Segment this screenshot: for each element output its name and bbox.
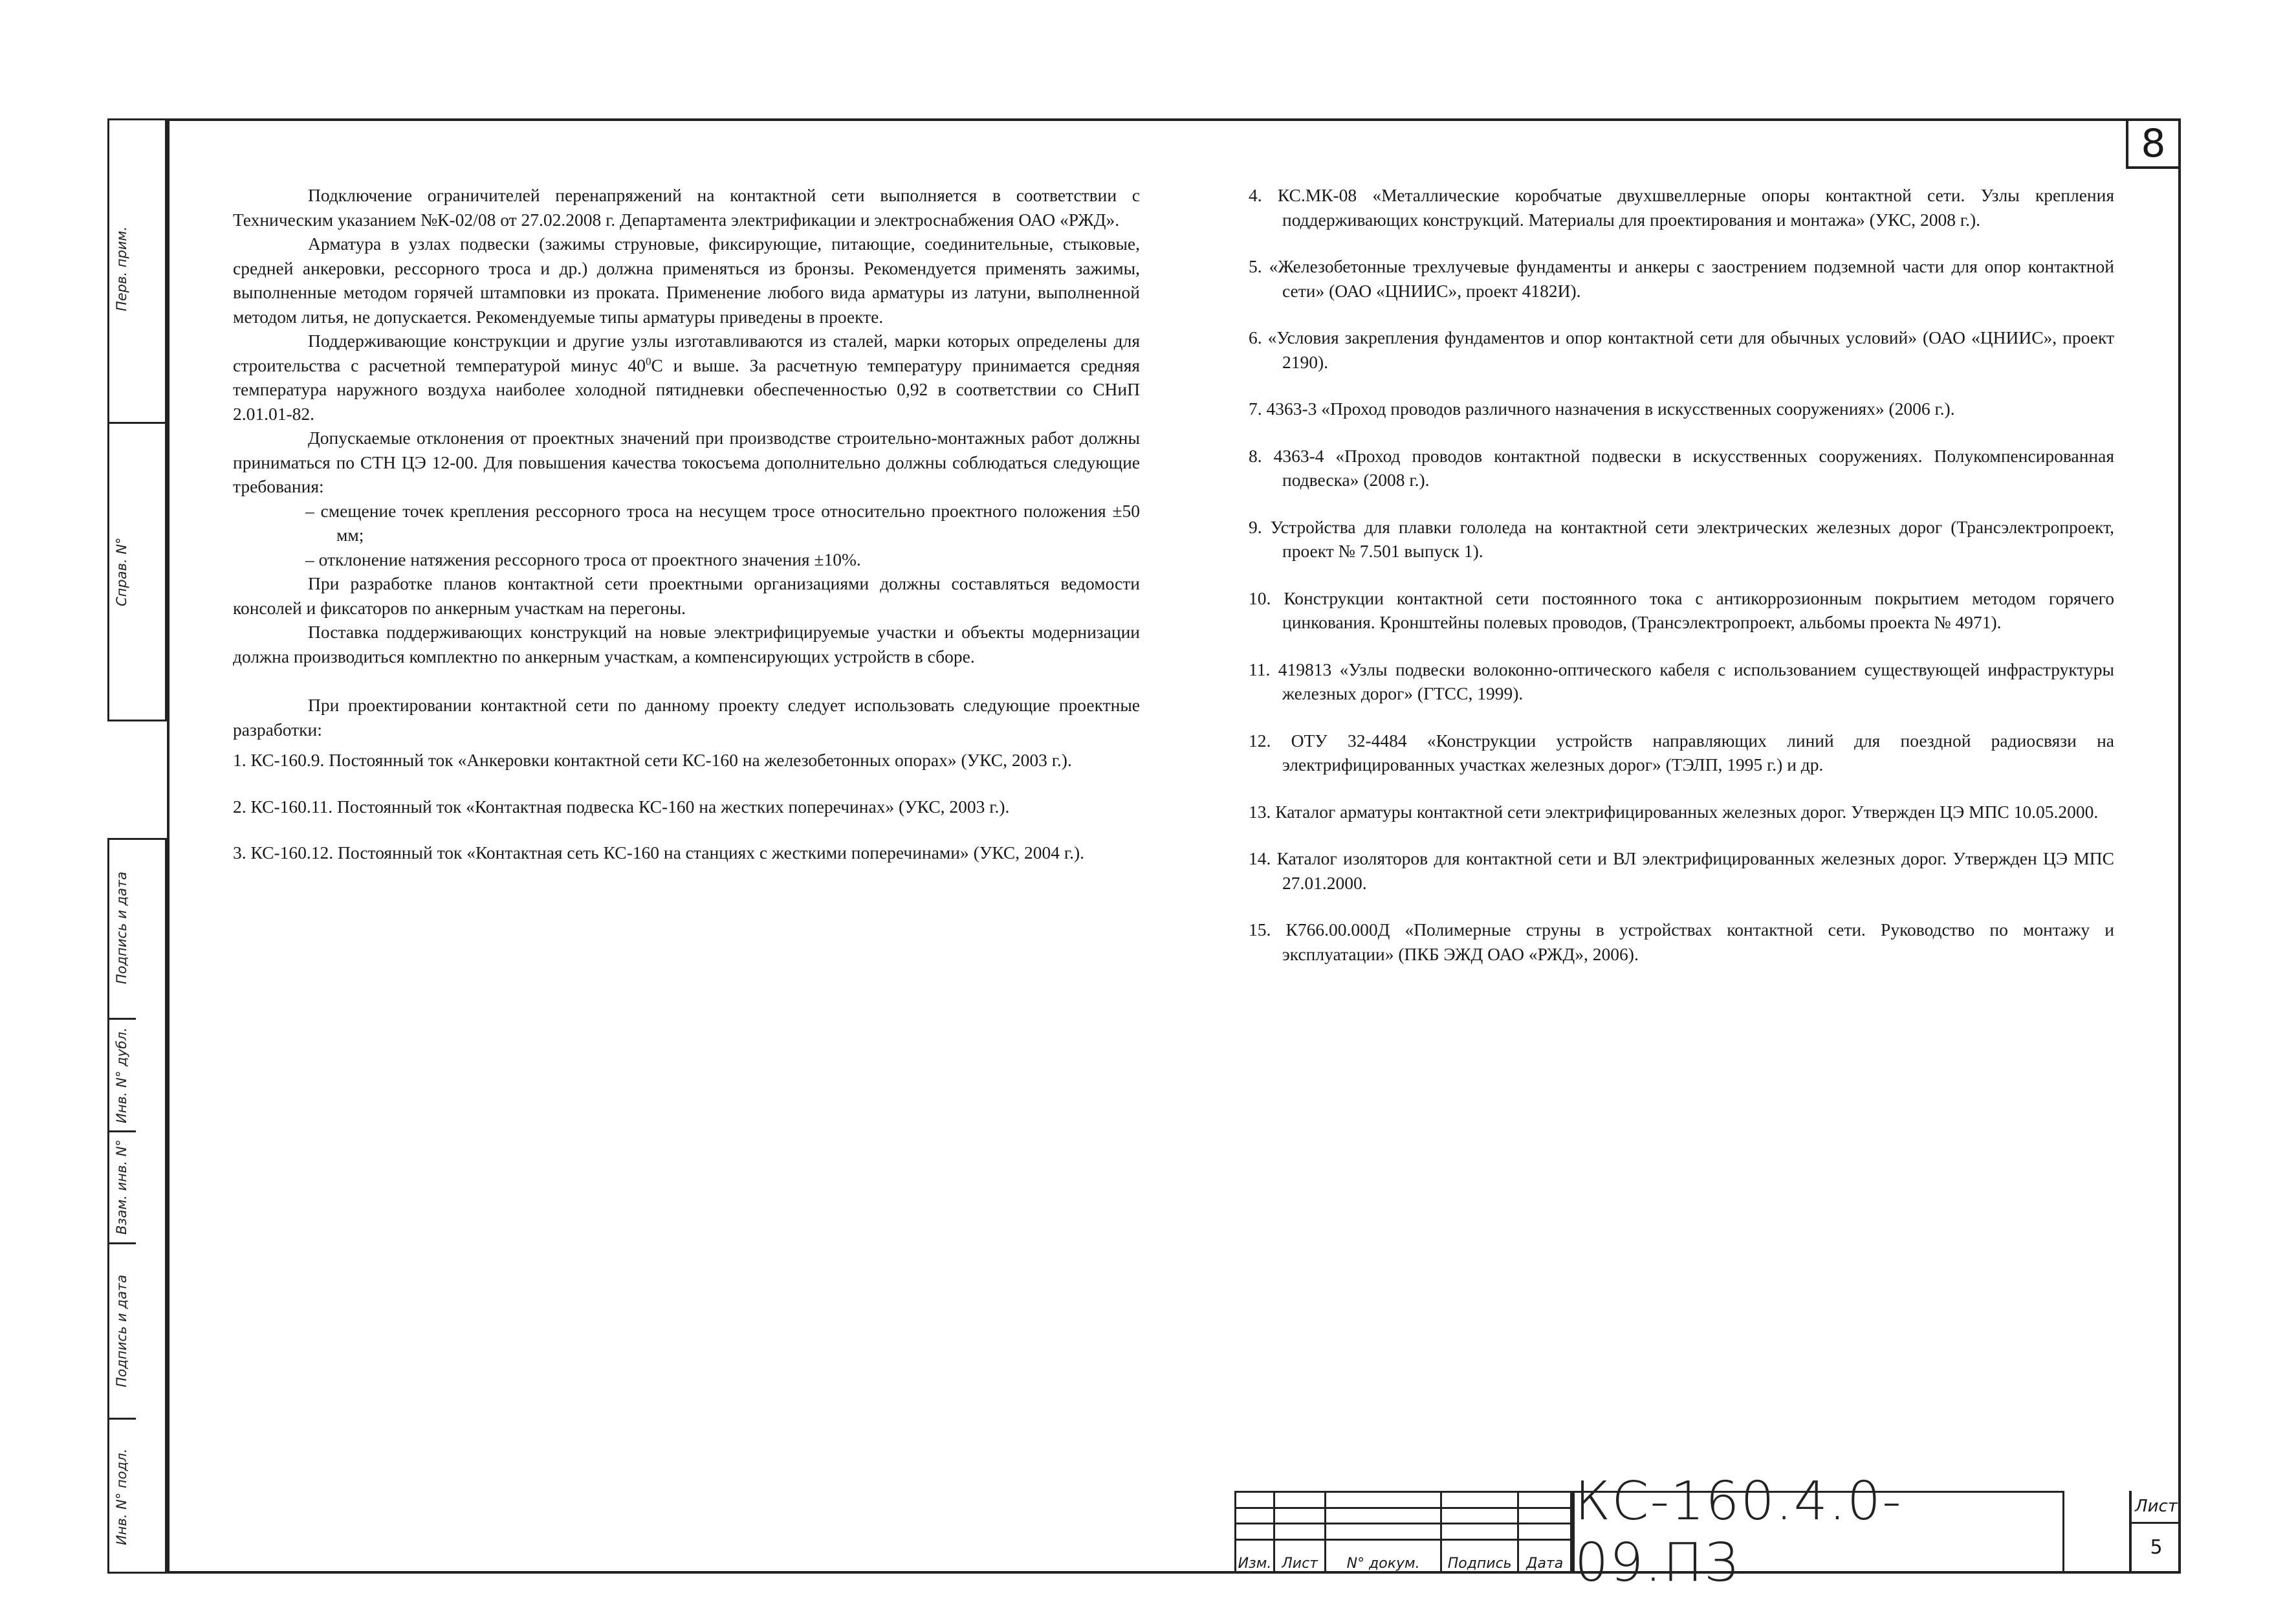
sheet-number-box: 8 — [2126, 118, 2181, 169]
list-item: 2. КС-160.11. Постоянный ток «Контактная подвеска КС-160 на жестких поперечинах» (УКС, 2003 г.). — [233, 796, 1010, 817]
strip-label-inv-dubl: Инв. N° дубл. — [114, 1027, 129, 1123]
header-data: Дата — [1518, 1539, 1571, 1572]
strip-label-vzam-inv: Взам. инв. N° — [114, 1139, 129, 1235]
paragraph-text: Поддерживающие конструкции и другие узлы изготавливаются из сталей, марки которых определены для строительства с расчетной температурой минус 40 — [233, 331, 1140, 375]
sheet-cell — [2129, 1491, 2181, 1574]
paragraph: При проектировании контактной сети по данному проекту следует использовать следующие проектные разработки: — [233, 695, 1140, 740]
list-item: 13. Каталог арматуры контактной сети электрифицированных железных дорог. Утвержден ЦЭ МПС 10.05.2000. — [1249, 801, 2099, 822]
header-n-dokum: N° докум. — [1326, 1539, 1441, 1572]
list-item: 14. Каталог изоляторов для контактной сети и ВЛ электрифицированных железных дорог. Утвержден ЦЭ МПС 27.01.2000. — [1249, 848, 2114, 893]
header-podpis: Подпись — [1441, 1539, 1518, 1572]
requirement-item: – отклонение натяжения рессорного троса от проектного значения ±10%. — [305, 549, 861, 569]
strip-label-podpis-1: Подпись и дата — [114, 872, 129, 984]
list-item: 6. «Условия закрепления фундаментов и опор контактной сети для обычных условий» (ОАО «ЦНИИС», проект 2190). — [1249, 327, 2114, 372]
sheet-label: Лист — [2132, 1491, 2181, 1524]
document-code: КС-160.4.0-09.ПЗ — [1572, 1491, 2064, 1574]
title-block — [1234, 1471, 2181, 1594]
requirement-item: – смещение точек крепления рессорного троса на несущем тросе относительно проектного положения ±50 мм; — [305, 500, 1140, 545]
list-item: 4. КС.МК-08 «Металлические коробчатые двухшвеллерные опоры контактной сети. Узлы крепления поддерживающих конструкций. Материалы для проектирования и монтажа» (УКС, 2008 г.). — [1249, 185, 2114, 230]
superscript: 0 — [646, 355, 651, 368]
revision-table — [1234, 1491, 1572, 1574]
right-text-column — [1249, 183, 2114, 989]
header-izm: Изм. — [1236, 1539, 1274, 1572]
list-item: 9. Устройства для плавки гололеда на контактной сети электрических железных дорог (Трансэлектропроект, проект № 7.501 выпуск 1). — [1249, 516, 2114, 561]
strip-lower-blank — [136, 838, 167, 1574]
strip-upper-blank — [136, 118, 167, 721]
list-item: 15. К766.00.000Д «Полимерные струны в устройствах контактной сети. Руководство по монтажу и эксплуатации» (ПКБ ЭЖД ОАО «РЖД», 2006). — [1249, 919, 2114, 964]
paragraph-text: С и выше. За расчетную температуру принимается средняя температура наружного воздуха наиболее холодной пятидневки обеспеченностью 0,92 в соответствии со СНиП 2.01.01-82. — [233, 355, 1141, 424]
paragraph: Арматура в узлах подвески (зажимы струновые, фиксирующие, питающие, соединительные, стыковые, средней анкеровки, рессорного троса и др.) должна применяться из бронзы. Рекомендуется применять зажимы, выполненные методом горячей штамповки из проката. Применение любого вида арматуры из латуни, выполненной методом литья, не допускается. Рекомендуемые типы арматуры приведены в проекте. — [233, 234, 1140, 327]
paragraph: Поставка поддерживающих конструкций на новые электрифицируемые участки и объекты модернизации должна производиться комплектно по анкерным участкам, а компенсирующих устройств в сборе. — [233, 622, 1140, 666]
paragraph: При разработке планов контактной сети проектными организациями должны составляться ведомости консолей и фиксаторов по анкерным участкам на перегоны. — [233, 573, 1140, 618]
paragraph — [233, 329, 1140, 426]
list-item: 8. 4363-4 «Проход проводов контактной подвески в искусственных сооружениях. Полукомпенсированная подвеска» (2008 г.). — [1249, 445, 2114, 490]
list-item: 1. КС-160.9. Постоянный ток «Анкеровки контактной сети КС-160 на железобетонных опорах» (УКС, 2003 г.). — [233, 750, 1072, 770]
sheet-number: 5 — [2150, 1536, 2163, 1559]
list-item: 5. «Железобетонные трехлучевые фундаменты и анкеры с заострением подземной части для опор контактной сети» (ОАО «ЦНИИС», проект 4182И). — [1249, 256, 2114, 301]
list-item: 3. КС-160.12. Постоянный ток «Контактная сеть КС-160 на станциях с жесткими поперечинами» (УКС, 2004 г.). — [233, 842, 1084, 863]
strip-label-inv-podl: Инв. N° подл. — [114, 1448, 129, 1545]
list-item: 12. ОТУ 32-4484 «Конструкции устройств направляющих линий для поездной радиосвязи на электрифицированных участках железных дорог» (ТЭЛП, 1995 г.) и др. — [1249, 730, 2114, 775]
side-stamp-strip — [107, 118, 167, 1574]
strip-label-sprav: Справ. N° — [114, 537, 129, 606]
left-text-column — [233, 183, 1140, 865]
paragraph: Допускаемые отклонения от проектных значений при производстве строительно-монтажных работ должны приниматься по СТН ЦЭ 12-00. Для повышения качества токосъема дополнительно должны соблюдаться следующие требования: — [233, 428, 1140, 496]
strip-label-podpis-2: Подпись и дата — [114, 1275, 129, 1387]
list-item: 11. 419813 «Узлы подвески волоконно-оптического кабеля с использованием существующей инфраструктуры железных дорог» (ГТСС, 1999). — [1249, 659, 2114, 703]
strip-label-perv-prim: Перв. прим. — [114, 226, 129, 312]
header-list: Лист — [1274, 1539, 1326, 1572]
list-item: 10. Конструкции контактной сети постоянного тока с антикоррозионным покрытием методом горячего цинкования. Кронштейны полевых проводов, (Трансэлектропроект, альбомы проекта № 4971). — [1249, 588, 2114, 632]
list-item: 7. 4363-3 «Проход проводов различного назначения в искусственных сооружениях» (2006 г.). — [1249, 399, 1955, 419]
paragraph: Подключение ограничителей перенапряжений на контактной сети выполняется в соответствии с Техническим указанием №К-02/08 от 27.02.2008 г. Департамента электрификации и электроснабжения ОАО «РЖД». — [233, 185, 1140, 230]
